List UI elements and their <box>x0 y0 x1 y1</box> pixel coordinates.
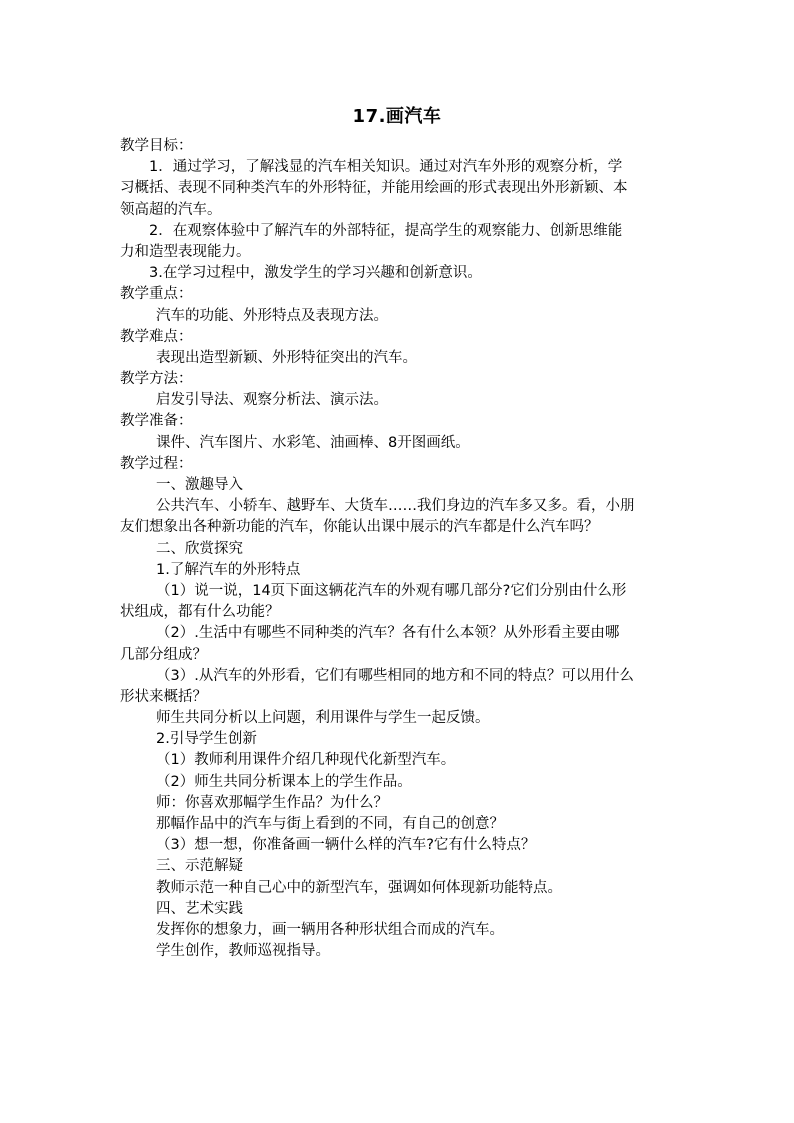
subsection-2-heading: 2.引导学生创新 <box>156 731 257 748</box>
section-heading-key-points: 教学重点： <box>120 286 193 303</box>
process-step-1-line-2: 友们想象出各种新功能的汽车，你能认出课中展示的汽车都是什么汽车吗？ <box>120 519 599 536</box>
section-heading-methods: 教学方法： <box>120 371 193 388</box>
process-step-3-heading: 三、示范解疑 <box>156 858 243 875</box>
objective-2-line-1: 2．在观察体验中了解汽车的外部特征，提高学生的观察能力、创新思维能 <box>149 222 623 239</box>
difficulties-text: 表现出造型新颖、外形特征突出的汽车。 <box>156 349 417 366</box>
innovation-item-1: （1）教师利用课件介绍几种现代化新型汽车。 <box>156 752 456 769</box>
section-heading-preparation: 教学准备： <box>120 413 193 430</box>
objective-1-line-1: 1．通过学习，了解浅显的汽车相关知识。通过对汽车外形的观察分析，学 <box>149 159 623 176</box>
objective-2-line-2: 力和造型表现能力。 <box>120 243 251 260</box>
preparation-text: 课件、汽车图片、水彩笔、油画棒、8开图画纸。 <box>156 434 470 451</box>
process-step-4-heading: 四、艺术实践 <box>156 900 243 917</box>
objective-1-line-2: 习概括、表现不同种类汽车的外形特征，并能用绘画的形式表现出外形新颖、本 <box>120 180 628 197</box>
process-step-2-heading: 二、欣赏探究 <box>156 540 243 557</box>
section-heading-process: 教学过程： <box>120 455 193 472</box>
practice-text: 发挥你的想象力，画一辆用各种形状组合而成的汽车。 <box>156 921 504 938</box>
process-step-1-line-1: 公共汽车、小轿车、越野车、大货车……我们身边的汽车多又多。看，小朋 <box>156 498 635 515</box>
key-points-text: 汽车的功能、外形特点及表现方法。 <box>156 307 388 324</box>
question-1-line-1: （1）说一说，14页下面这辆花汽车的外观有哪几部分?它们分别由什么形 <box>156 582 627 599</box>
innovation-item-3: （3）想一想，你准备画一辆什么样的汽车?它有什么特点？ <box>156 837 536 854</box>
demonstration-text: 教师示范一种自己心中的新型汽车，强调如何体现新功能特点。 <box>156 879 562 896</box>
objective-1-line-3: 领高超的汽车。 <box>120 201 222 218</box>
section-heading-difficulties: 教学难点： <box>120 328 193 345</box>
objective-3: 3.在学习过程中，激发学生的学习兴趣和创新意识。 <box>149 265 482 282</box>
teacher-question: 师：你喜欢那幅学生作品？为什么？ <box>156 794 388 811</box>
document-body <box>120 136 676 962</box>
document-title: 17.画汽车 <box>352 106 442 127</box>
process-step-1-heading: 一、激趣导入 <box>156 477 243 493</box>
question-1-line-2: 状组成，都有什么功能？ <box>120 604 280 621</box>
student-work-text: 学生创作，教师巡视指导。 <box>156 943 330 960</box>
question-2-line-1: （2）.生活中有哪些不同种类的汽车？各有什么本领？从外形看主要由哪 <box>156 625 620 642</box>
section-heading-objectives: 教学目标： <box>120 138 193 154</box>
creativity-question: 那幅作品中的汽车与街上看到的不同，有自己的创意？ <box>156 816 504 832</box>
question-3-line-1: （3）.从汽车的外形看，它们有哪些相同的地方和不同的特点？可以用什么 <box>156 667 634 684</box>
question-2-line-2: 几部分组成？ <box>120 646 207 663</box>
innovation-item-2: （2）师生共同分析课本上的学生作品。 <box>156 773 412 790</box>
subsection-1-heading: 1.了解汽车的外形特点 <box>156 561 301 578</box>
methods-text: 启发引导法、观察分析法、演示法。 <box>156 392 388 409</box>
analysis-text: 师生共同分析以上问题，利用课件与学生一起反馈。 <box>156 710 490 727</box>
question-3-line-2: 形状来概括？ <box>120 688 207 705</box>
